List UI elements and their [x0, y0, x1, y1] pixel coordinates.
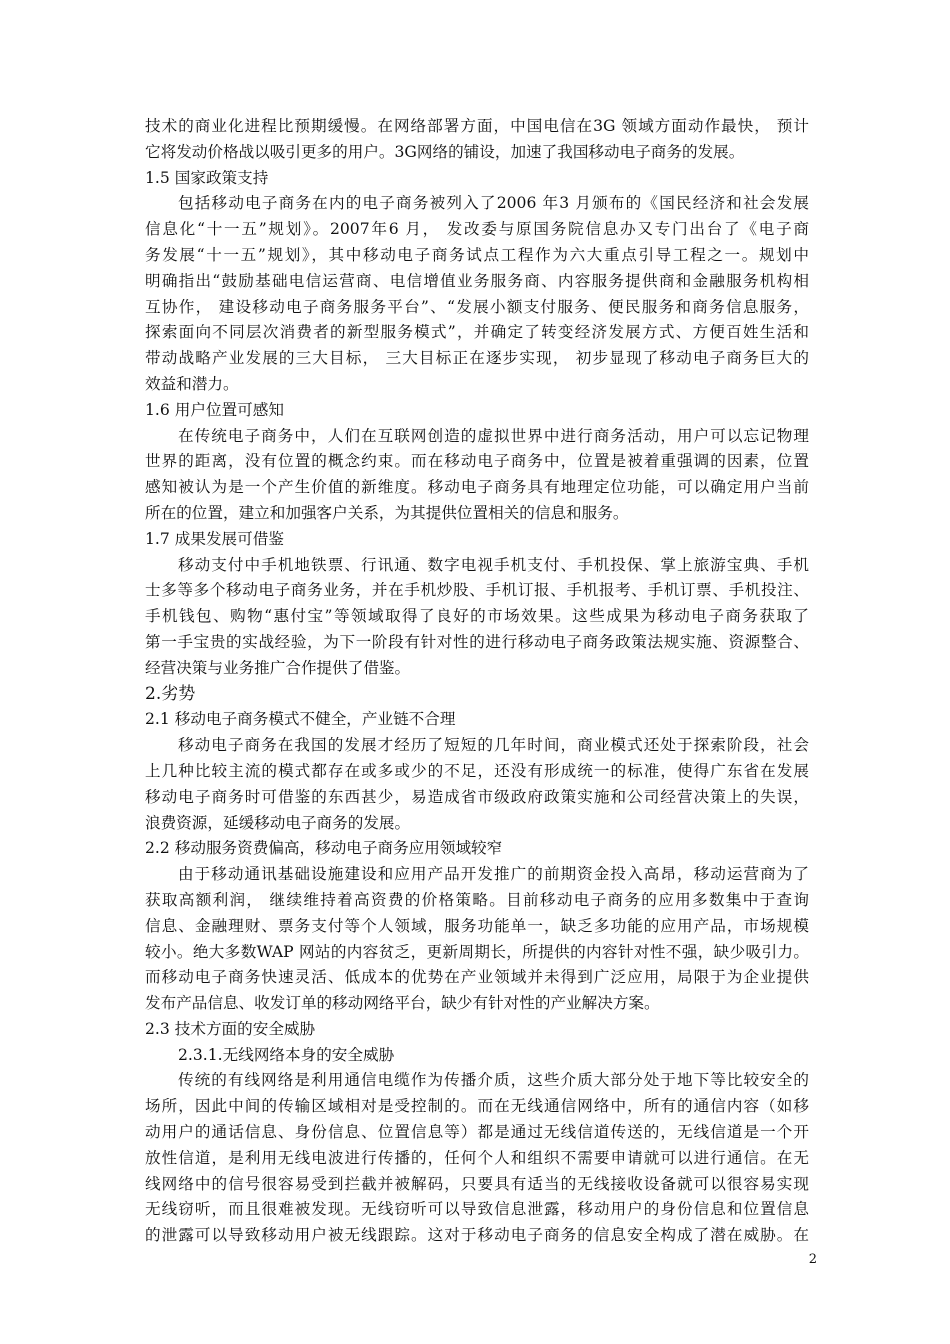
text-line: 效益和潜力。: [145, 374, 239, 393]
text-line: 感知被认为是一个产生价值的新维度。移动电子商务具有地理定位功能，可以确定用户当前: [145, 478, 809, 497]
document-body: [145, 114, 809, 1249]
text-line: 所在的位置，建立和加强客户关系，为其提供位置相关的信息和服务。: [145, 503, 629, 522]
text-line: 世界的距离，没有位置的概念约束。而在移动电子商务中，位置是被着重强调的因素，位置: [145, 452, 809, 471]
paragraph-wireless-security: [145, 1068, 809, 1249]
text-line: 在传统电子商务中，人们在互联网创造的虚拟世界中进行商务活动，用户可以忘记物理: [178, 426, 809, 445]
text-line: 移动支付中手机地铁票、行讯通、数字电视手机支付、手机投保、掌上旅游宝典、手机: [178, 555, 809, 574]
paragraph-continuation: [145, 114, 809, 166]
text-line: 无线窃听，而且很难被发现。无线窃听可以导致信息泄露，移动用户的身份信息和位置信息: [145, 1200, 809, 1219]
text-line: 发布产品信息、收发订单的移动网络平台，缺少有针对性的产业解决方案。: [145, 994, 660, 1013]
text-line: 传统的有线网络是利用通信电缆作为传播介质，这些介质大部分处于地下等比较安全的: [178, 1071, 809, 1090]
text-line: 务发展“十一五”规划》，其中移动电子商务试点工程作为六大重点引导工程之一。规划中: [145, 245, 809, 264]
text-line: 线网络中的信号很容易受到拦截并被解码，只要具有适当的无线接收设备就可以很容易实现: [145, 1174, 809, 1193]
section-heading-2-3-1: 2.3.1.无线网络本身的安全威胁: [178, 1045, 395, 1064]
text-line: 明确指出“鼓励基础电信运营商、电信增值业务服务商、内容服务提供商和金融服务机构相: [145, 271, 809, 290]
text-line: 获取高额利润， 继续维持着高资费的价格策略。目前移动电子商务的应用多数集中于查询: [145, 890, 809, 909]
text-line: 动用户的通话信息、身份信息、位置信息等）都是通过无线信道传送的，无线信道是一个开: [145, 1123, 809, 1142]
paragraph-business-model: [145, 733, 809, 836]
text-line: 场所，因此中间的传输区域相对是受控制的。而在无线通信网络中，所有的通信内容（如移: [145, 1097, 809, 1116]
text-line: 移动电子商务时可借鉴的东西甚少，易造成省市级政府政策实施和公司经营决策上的失误，: [145, 787, 809, 806]
text-line: 技术的商业化进程比预期缓慢。在网络部署方面，中国电信在3G 领域方面动作最快， 预计: [145, 117, 809, 135]
page-number: 2: [808, 1252, 817, 1267]
paragraph-service-fees: [145, 862, 809, 1017]
section-heading-1-5: 1.5 国家政策支持: [145, 168, 269, 187]
text-line: 信息、金融理财、票务支付等个人领域，服务功能单一，缺乏多功能的应用产品，市场规模: [145, 916, 809, 935]
section-heading-2-2: 2.2 移动服务资费偏高，移动电子商务应用领域较窄: [145, 839, 503, 858]
text-line: 探索面向不同层次消费者的新型服务模式”，并确定了转变经济发展方式、方便百姓生活和: [145, 323, 809, 342]
paragraph-location-awareness: [145, 424, 809, 527]
text-line: 它将发动价格战以吸引更多的用户。3G网络的铺设，加速了我国移动电子商务的发展。: [145, 142, 745, 161]
section-heading-1-6: 1.6 用户位置可感知: [145, 400, 284, 419]
text-line: 放性信道，是利用无线电波进行传播的，任何个人和组织不需要申请就可以进行通信。在无: [145, 1148, 809, 1167]
text-line: 移动电子商务在我国的发展才经历了短短的几年时间，商业模式还处于探索阶段，社会: [178, 736, 809, 755]
text-line: 经营决策与业务推广合作提供了借鉴。: [145, 658, 411, 677]
section-heading-2-1: 2.1 移动电子商务模式不健全，产业链不合理: [145, 710, 456, 729]
text-line: 的泄露可以导致移动用户被无线跟踪。这对于移动电子商务的信息安全构成了潜在威胁。在: [145, 1226, 809, 1245]
text-line: 士多等多个移动电子商务业务，并在手机炒股、手机订报、手机报考、手机订票、手机投注、: [145, 581, 809, 600]
text-line: 由于移动通讯基础设施建设和应用产品开发推广的前期资金投入高昂，移动运营商为了: [178, 865, 809, 884]
text-line: 带动战略产业发展的三大目标， 三大目标正在逐步实现， 初步显现了移动电子商务巨大的: [145, 349, 809, 368]
text-line: 信息化“十一五”规划》。2007年6 月， 发改委与原国务院信息办又专门出台了《电子商: [145, 220, 809, 239]
text-line: 互协作， 建设移动电子商务服务平台”、“发展小额支付服务、便民服务和商务信息服务，: [145, 297, 809, 316]
section-heading-2-3: 2.3 技术方面的安全威胁: [145, 1019, 316, 1038]
text-line: 浪费资源，延缓移动电子商务的发展。: [145, 813, 411, 832]
paragraph-achievements: [145, 553, 809, 682]
paragraph-policy-support: [145, 191, 809, 397]
text-line: 上几种比较主流的模式都存在或多或少的不足，还没有形成统一的标准，使得广东省在发展: [145, 761, 809, 780]
text-line: 第一手宝贵的实战经验，为下一阶段有针对性的进行移动电子商务政策法规实施、资源整合、: [145, 632, 809, 651]
text-line: 而移动电子商务快速灵活、低成本的优势在产业领域并未得到广泛应用，局限于为企业提供: [145, 968, 809, 987]
section-heading-1-7: 1.7 成果发展可借鉴: [145, 529, 284, 548]
text-line: 手机钱包、购物“惠付宝”等领域取得了良好的市场效果。这些成果为移动电子商务获取了: [145, 607, 809, 626]
text-line: 较小。绝大多数WAP 网站的内容贫乏，更新周期长，所提供的内容针对性不强，缺少吸引力。: [145, 942, 809, 961]
section-heading-2: 2.劣势: [145, 683, 196, 704]
text-line: 包括移动电子商务在内的电子商务被列入了2006 年3 月颁布的《国民经济和社会发展: [178, 194, 809, 213]
